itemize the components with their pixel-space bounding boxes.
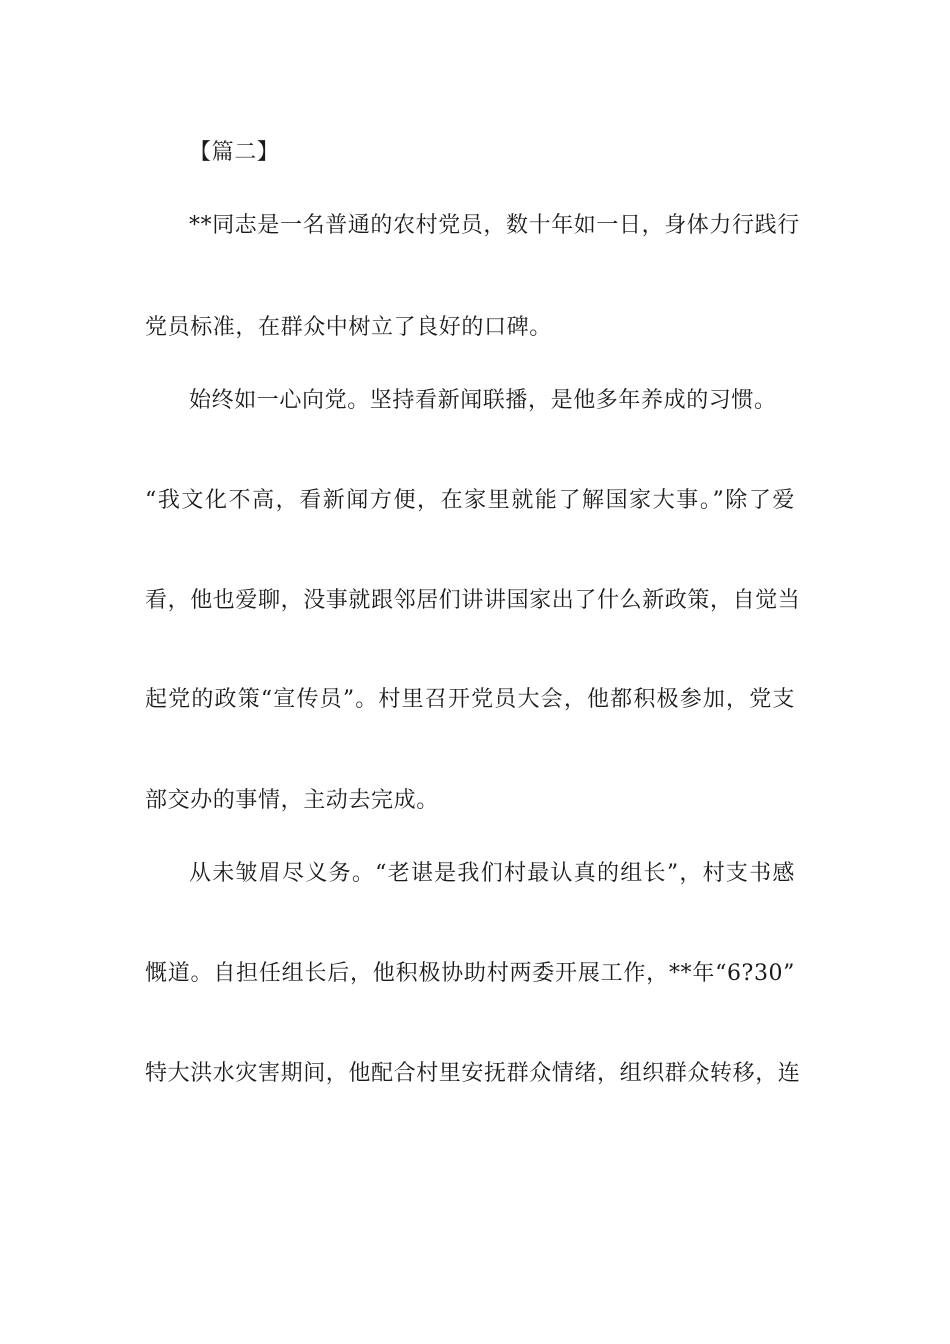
section-title: 【篇二】 <box>189 140 280 165</box>
paragraph-3-line-1: 从未皱眉尽义务。“老谌是我们村最认真的组长”，村支书感 <box>189 861 795 886</box>
paragraph-1-line-2: 党员标准，在群众中树立了良好的口碑。 <box>145 315 552 340</box>
paragraph-2-line-4: 起党的政策“宣传员”。村里召开党员大会，他都积极参加，党支 <box>145 687 795 712</box>
paragraph-2-line-3: 看，他也爱聊，没事就跟邻居们讲讲国家出了什么新政策，自觉当 <box>145 588 801 613</box>
paragraph-2-line-2: “我文化不高，看新闻方便，在家里就能了解国家大事。”除了爱 <box>145 488 795 513</box>
paragraph-3-line-2: 慨道。自担任组长后，他积极协助村两委开展工作，**年“6?30” <box>145 961 795 986</box>
paragraph-1-line-1: **同志是一名普通的农村党员，数十年如一日，身体力行践行 <box>189 213 800 238</box>
paragraph-2-line-1: 始终如一心向党。坚持看新闻联播，是他多年养成的习惯。 <box>189 388 777 413</box>
paragraph-2-line-5: 部交办的事情，主动去完成。 <box>145 788 439 813</box>
paragraph-3-line-3: 特大洪水灾害期间，他配合村里安抚群众情绪，组织群众转移，连 <box>145 1061 801 1086</box>
